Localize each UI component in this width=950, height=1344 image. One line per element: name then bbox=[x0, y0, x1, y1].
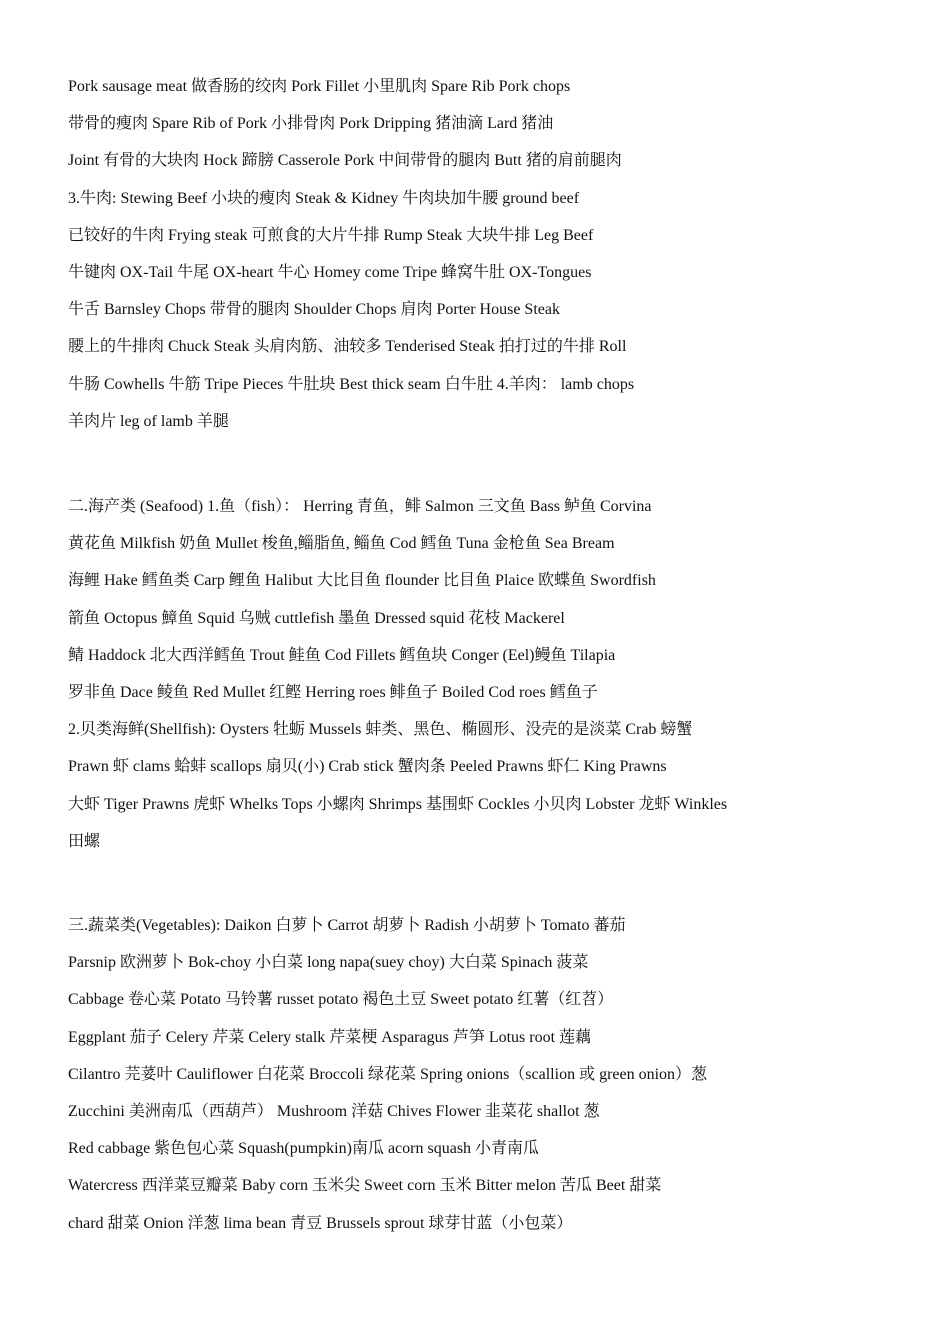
text-line: Cabbage 卷心菜 Potato 马铃薯 russet potato 褐色土豆 Sweet potato 红薯（红苕） bbox=[68, 991, 614, 1009]
vegetable-section bbox=[68, 907, 908, 1242]
seafood-section bbox=[68, 488, 908, 860]
text-line: Parsnip 欧洲萝卜 Bok-choy 小白菜 long napa(suey choy) 大白菜 Spinach 菠菜 bbox=[68, 954, 589, 972]
text-line: 牛舌 Barnsley Chops 带骨的腿肉 Shoulder Chops 肩肉 Porter House Steak bbox=[68, 301, 560, 319]
text-line: Zucchini 美洲南瓜（西葫芦） Mushroom 洋菇 Chives Flower 韭菜花 shallot 葱 bbox=[68, 1102, 600, 1120]
text-line: 带骨的瘦肉 Spare Rib of Pork 小排骨肉 Pork Dripping 猪油滴 Lard 猪油 bbox=[68, 115, 554, 133]
text-line: 已铰好的牛肉 Frying steak 可煎食的大片牛排 Rump Steak 大块牛排 Leg Beef bbox=[68, 226, 594, 244]
text-line: 鲭 Haddock 北大西洋鳕鱼 Trout 鲑鱼 Cod Fillets 鳕鱼块 Conger (Eel)鳗鱼 Tilapia bbox=[68, 646, 616, 664]
text-line: Eggplant 茄子 Celery 芹菜 Celery stalk 芹菜梗 Asparagus 芦笋 Lotus root 莲藕 bbox=[68, 1028, 592, 1046]
text-line: Red cabbage 紫色包心菜 Squash(pumpkin)南瓜 acorn squash 小青南瓜 bbox=[68, 1140, 540, 1158]
text-line: 2.贝类海鲜(Shellfish): Oysters 牡蛎 Mussels 蚌类、黑色、椭圆形、没壳的是淡菜 Crab 螃蟹 bbox=[68, 721, 693, 739]
section-heading-line: 二.海产类 (Seafood) 1.鱼（fish）： Herring 青鱼，鲱 Salmon 三文鱼 Bass 鲈鱼 Corvina bbox=[68, 498, 652, 515]
text-line: 腰上的牛排肉 Chuck Steak 头肩肉筋、油较多 Tenderised Steak 拍打过的牛排 Roll bbox=[68, 338, 627, 356]
meat-section bbox=[68, 68, 908, 440]
text-line: Watercress 西洋菜豆瓣菜 Baby corn 玉米尖 Sweet corn 玉米 Bitter melon 苦瓜 Beet 甜菜 bbox=[68, 1177, 662, 1195]
text-line: Pork sausage meat 做香肠的绞肉 Pork Fillet 小里肌肉 Spare Rib Pork chops bbox=[68, 78, 571, 95]
text-line: 海鲤 Hake 鳕鱼类 Carp 鲤鱼 Halibut 大比目鱼 flounder 比目鱼 Plaice 欧蝶鱼 Swordfish bbox=[68, 572, 656, 590]
text-line: 黄花鱼 Milkfish 奶鱼 Mullet 梭鱼,鲻脂鱼, 鲻鱼 Cod 鳕鱼 Tuna 金枪鱼 Sea Bream bbox=[68, 535, 615, 553]
text-line: Joint 有骨的大块肉 Hock 蹄膀 Casserole Pork 中间带骨的腿肉 Butt 猪的肩前腿肉 bbox=[68, 152, 622, 170]
text-line: 羊肉片 leg of lamb 羊腿 bbox=[68, 412, 229, 430]
text-line: Prawn 虾 clams 蛤蚌 scallops 扇贝(小) Crab stick 蟹肉条 Peeled Prawns 虾仁 King Prawns bbox=[68, 758, 667, 776]
text-line: 大虾 Tiger Prawns 虎虾 Whelks Tops 小螺肉 Shrimps 基围虾 Cockles 小贝肉 Lobster 龙虾 Winkles bbox=[68, 795, 728, 813]
text-line: 3.牛肉: Stewing Beef 小块的瘦肉 Steak & Kidney 牛肉块加牛腰 ground beef bbox=[68, 189, 580, 207]
text-line: 牛键肉 OX-Tail 牛尾 OX-heart 牛心 Homey come Tripe 蜂窝牛肚 OX-Tongues bbox=[68, 263, 592, 281]
text-line: 罗非鱼 Dace 鲮鱼 Red Mullet 红鲣 Herring roes 鲱鱼子 Boiled Cod roes 鳕鱼子 bbox=[68, 683, 598, 701]
text-line: 箭鱼 Octopus 鱆鱼 Squid 乌贼 cuttlefish 墨鱼 Dressed squid 花枝 Mackerel bbox=[68, 609, 565, 627]
text-line: chard 甜菜 Onion 洋葱 lima bean 青豆 Brussels sprout 球芽甘蓝（小包菜） bbox=[68, 1214, 573, 1232]
section-heading-line: 三.蔬菜类(Vegetables): Daikon 白萝卜 Carrot 胡萝卜 Radish 小胡萝卜 Tomato 蕃茄 bbox=[68, 917, 626, 934]
text-line: Cilantro 芫荽叶 Cauliflower 白花菜 Broccoli 绿花菜 Spring onions（scallion 或 green onion）葱 bbox=[68, 1065, 708, 1083]
text-line: 田螺 bbox=[68, 832, 101, 850]
text-line: 牛肠 Cowhells 牛筋 Tripe Pieces 牛肚块 Best thick seam 白牛肚 4.羊肉： lamb chops bbox=[68, 375, 635, 393]
